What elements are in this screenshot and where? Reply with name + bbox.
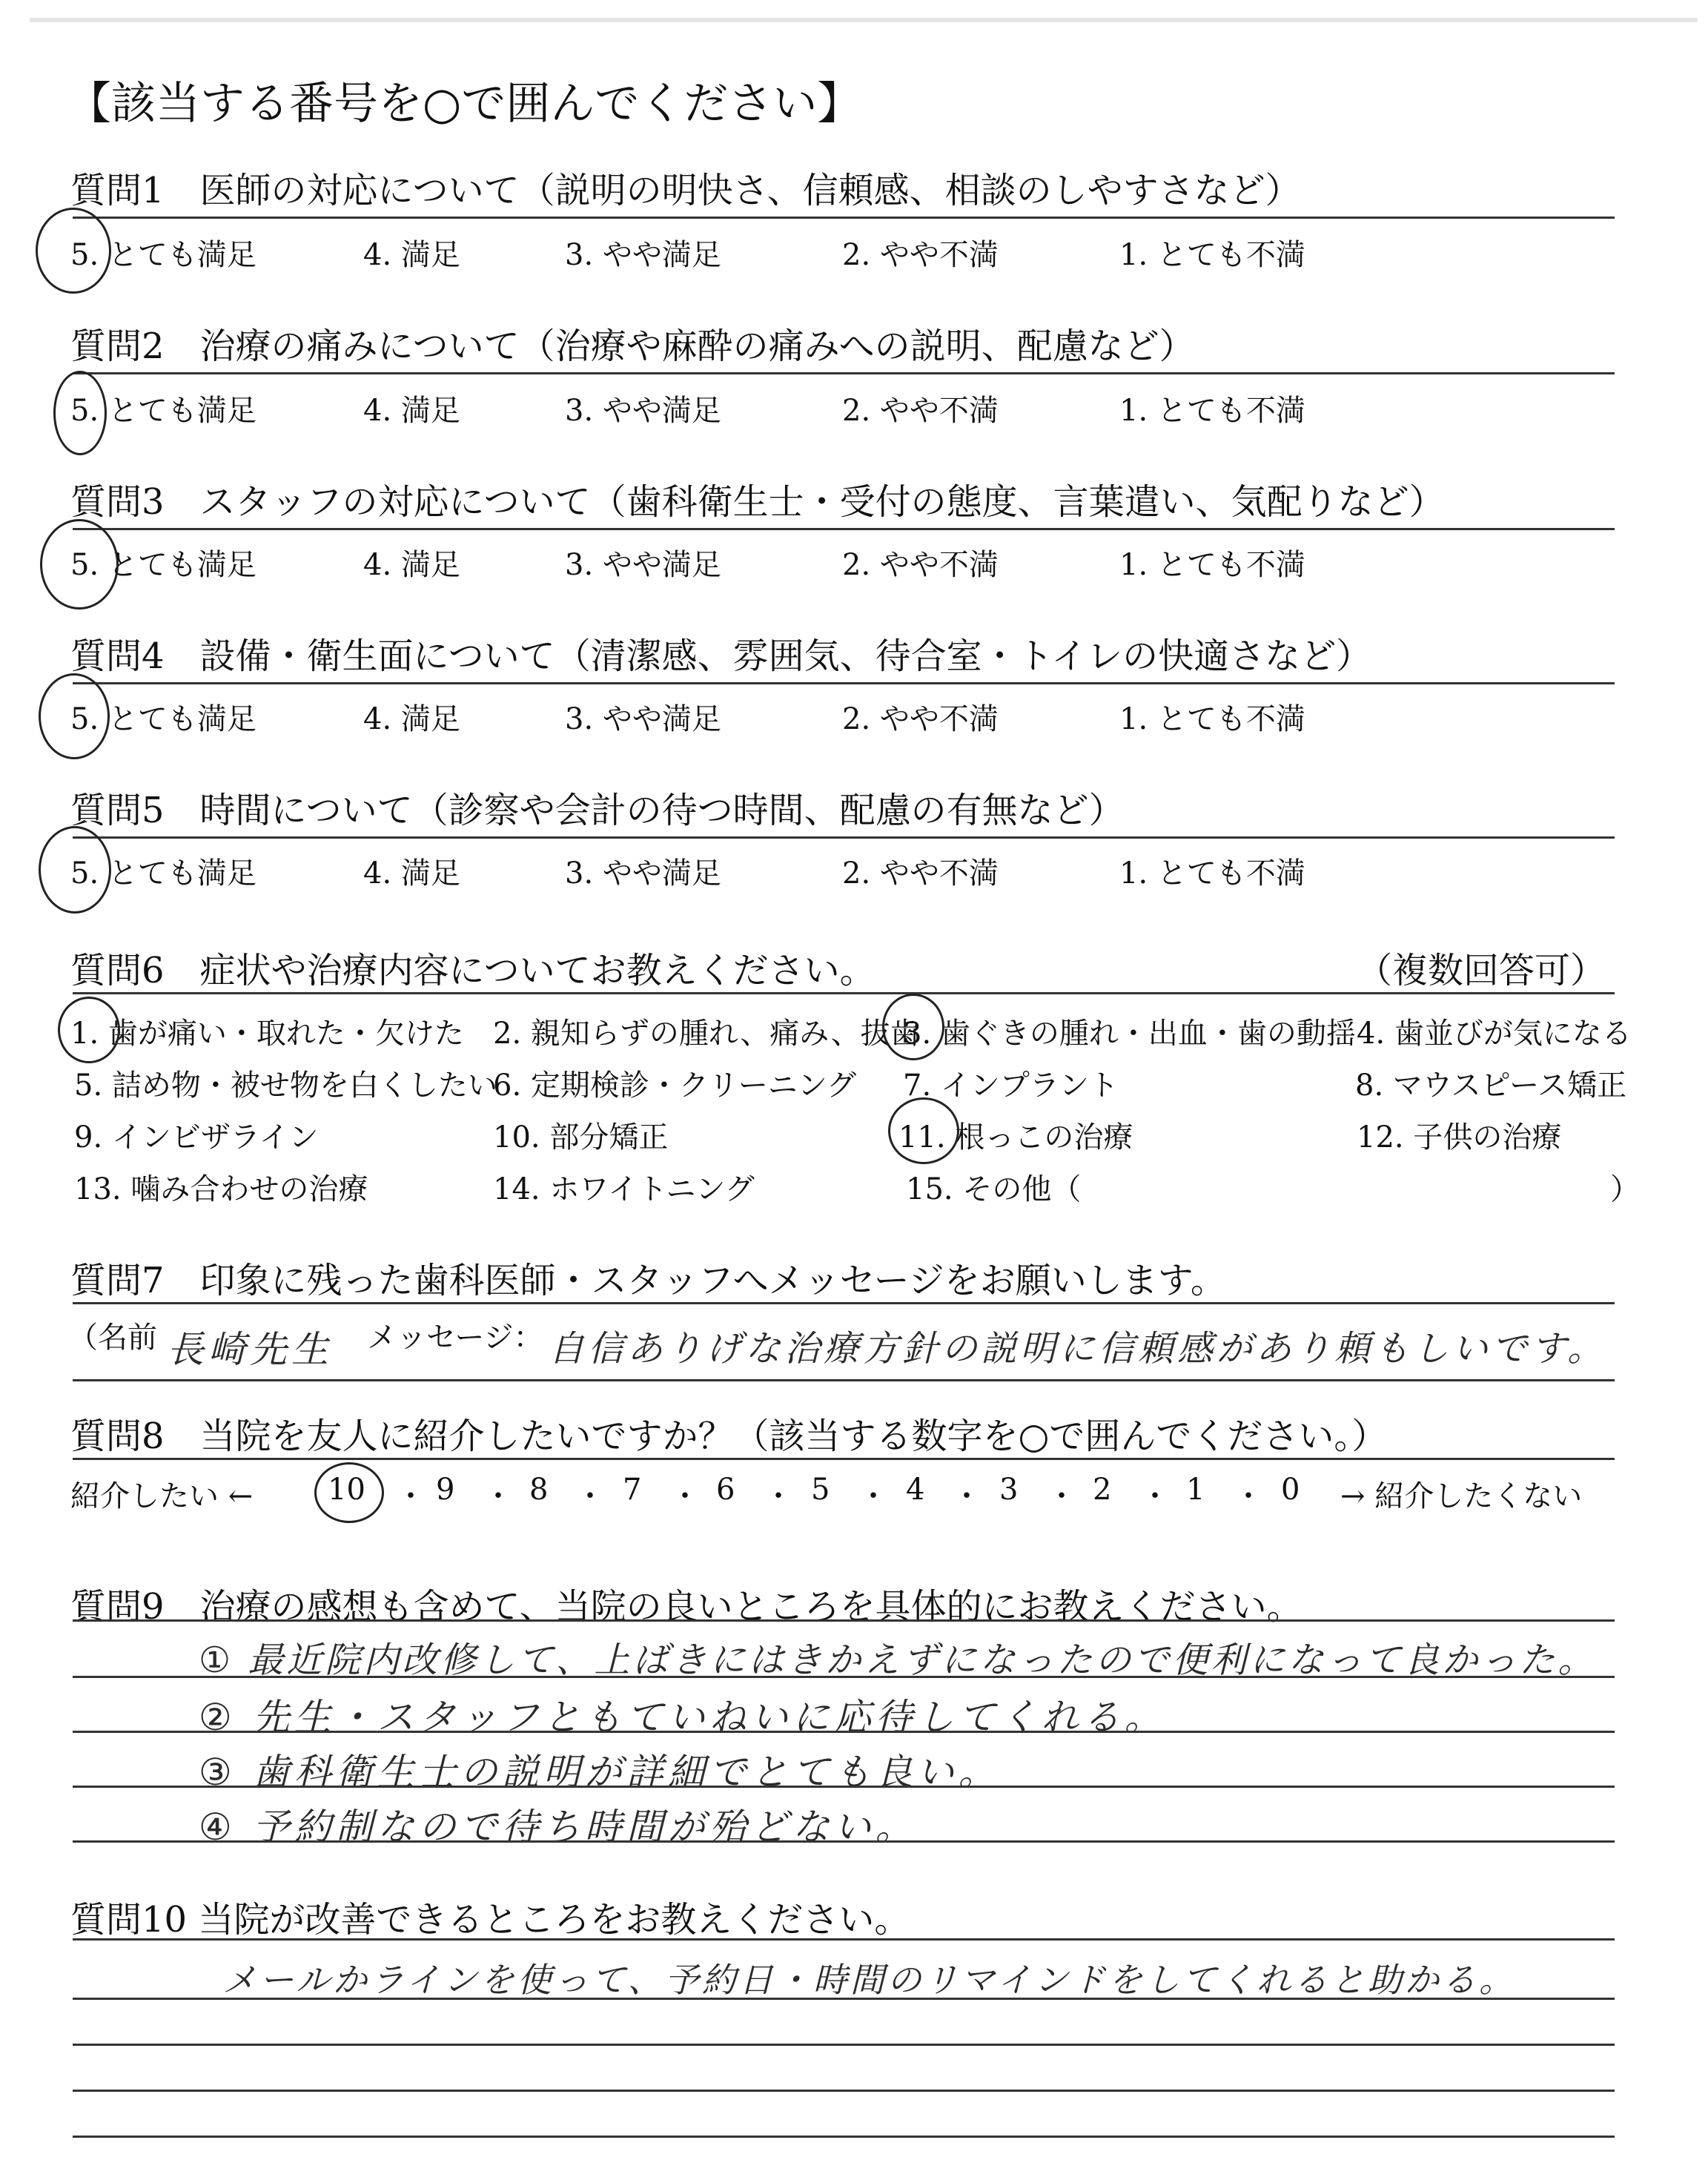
q8-num-7[interactable]: 7	[623, 1473, 642, 1507]
q2-opt-1[interactable]: 1. とても不満	[1119, 394, 1305, 428]
q8-num-4[interactable]: 4	[906, 1473, 925, 1507]
q4-opt-5[interactable]: 5. とても満足	[70, 702, 256, 736]
q3-selection-circle	[40, 519, 119, 610]
q8-dot: ・	[483, 1479, 513, 1513]
q10-title: 質問10 当院が改善できるところをお教えください。	[70, 1899, 910, 1941]
q8-num-10[interactable]: 10	[328, 1473, 365, 1507]
q3-opt-5[interactable]: 5. とても満足	[70, 548, 256, 582]
q8-num-8[interactable]: 8	[529, 1473, 549, 1507]
q8-num-3[interactable]: 3	[999, 1473, 1019, 1507]
q9-answer-1[interactable]: ① 最近院内改修して、上ばきにはきかえずになったので便利になって良かった。	[199, 1639, 1597, 1681]
q9-answer-4[interactable]: ④ 予約制なので待ち時間が殆どない。	[199, 1806, 917, 1849]
q1-opt-1[interactable]: 1. とても不満	[1119, 238, 1305, 272]
q8-num-9[interactable]: 9	[436, 1473, 455, 1507]
q6-item-10[interactable]: 10. 部分矯正	[493, 1120, 669, 1155]
q6-item-1[interactable]: 1. 歯が痛い・取れた・欠けた	[70, 1017, 464, 1051]
q9-answer-2[interactable]: ② 先生・スタッフともていねいに応待してくれる。	[199, 1696, 1166, 1739]
q2-opt-4[interactable]: 4. 満足	[363, 394, 460, 428]
q2-opt-5[interactable]: 5. とても満足	[70, 394, 256, 428]
q8-dot: ・	[952, 1479, 982, 1513]
q9-rule-3	[73, 1786, 1615, 1788]
q1-selection-circle	[36, 208, 111, 294]
q3-rule	[73, 528, 1615, 530]
q1-title: 質問1 医師の対応について（説明の明快さ、信頼感、相談のしやすさなど）	[70, 170, 1301, 211]
scan-edge	[30, 18, 1698, 22]
q8-left-label: 紹介したい ←	[70, 1479, 254, 1513]
q7-rule-bottom	[73, 1379, 1615, 1381]
q8-num-5[interactable]: 5	[811, 1473, 830, 1507]
q8-dot: ・	[396, 1479, 426, 1513]
q6-circle-item-3	[882, 994, 944, 1060]
q8-num-2[interactable]: 2	[1093, 1473, 1112, 1507]
q2-rule	[73, 372, 1615, 374]
q6-item-6[interactable]: 6. 定期検診・クリーニング	[493, 1069, 857, 1103]
q3-opt-1[interactable]: 1. とても不満	[1119, 548, 1305, 582]
q6-item-5[interactable]: 5. 詰め物・被せ物を白くしたい	[74, 1069, 497, 1103]
q1-opt-4[interactable]: 4. 満足	[363, 238, 460, 272]
q6-note: （複数回答可）	[1357, 950, 1606, 991]
q6-item-15[interactable]: 15. その他（	[906, 1172, 1082, 1206]
q6-item-7[interactable]: 7. インプラント	[903, 1069, 1119, 1103]
q6-item-12[interactable]: 12. 子供の治療	[1357, 1120, 1562, 1155]
q8-num-1[interactable]: 1	[1186, 1473, 1205, 1507]
q9-rule-2	[73, 1731, 1615, 1733]
q3-title: 質問3 スタッフの対応について（歯科衛生士・受付の態度、言葉遣い、気配りなど）	[70, 481, 1445, 523]
q2-selection-circle	[53, 371, 107, 455]
q6-item-14[interactable]: 14. ホワイトニング	[493, 1172, 755, 1206]
q4-title: 質問4 設備・衛生面について（清潔感、雰囲気、待合室・トイレの快適さなど）	[70, 635, 1372, 677]
q4-opt-3[interactable]: 3. やや満足	[565, 702, 721, 736]
q8-num-6[interactable]: 6	[716, 1473, 735, 1507]
q9-rule-4	[73, 1840, 1615, 1843]
q7-name-value[interactable]: 長崎先生	[167, 1328, 333, 1371]
q4-opt-1[interactable]: 1. とても不満	[1119, 702, 1305, 736]
q3-opt-3[interactable]: 3. やや満足	[565, 548, 721, 582]
q8-dot: ・	[764, 1479, 793, 1513]
q8-dot: ・	[858, 1479, 888, 1513]
q3-opt-4[interactable]: 4. 満足	[363, 548, 460, 582]
q8-rule	[73, 1458, 1615, 1460]
q10-rule-2	[73, 2044, 1615, 2046]
q5-opt-5[interactable]: 5. とても満足	[70, 856, 256, 891]
q4-rule	[73, 682, 1615, 684]
q10-rule-0	[73, 1938, 1615, 1941]
q6-item-13[interactable]: 13. 噛み合わせの治療	[74, 1172, 368, 1206]
page-heading: 【該当する番号を○で囲んでください】	[67, 78, 862, 130]
q1-opt-5[interactable]: 5. とても満足	[70, 238, 256, 272]
q10-rule-1	[73, 1998, 1615, 2000]
q6-item-2[interactable]: 2. 親知らずの腫れ、痛み、抜歯	[493, 1017, 920, 1051]
q5-opt-2[interactable]: 2. やや不満	[842, 856, 999, 891]
q7-message-value[interactable]: 自信ありげな治療方針の説明に信頼感があり頼もしいです。	[549, 1328, 1607, 1370]
q7-rule-top	[73, 1302, 1615, 1304]
q5-opt-3[interactable]: 3. やや満足	[565, 856, 721, 891]
q9-rule-1	[73, 1676, 1615, 1678]
q2-title: 質問2 治療の痛みについて（治療や麻酔の痛みへの説明、配慮など）	[70, 326, 1195, 367]
q8-dot: ・	[1047, 1479, 1076, 1513]
q6-item-9[interactable]: 9. インビザライン	[74, 1120, 319, 1155]
q5-selection-circle	[39, 826, 111, 914]
q4-opt-4[interactable]: 4. 満足	[363, 702, 460, 736]
q8-title: 質問8 当院を友人に紹介したいですか？（該当する数字を○で囲んでください。）	[70, 1416, 1388, 1457]
q8-dot: ・	[1140, 1479, 1170, 1513]
q6-item-8[interactable]: 8. マウスピース矯正	[1355, 1069, 1627, 1103]
q6-item-3[interactable]: 3. 歯ぐきの腫れ・出血・歯の動揺	[903, 1017, 1356, 1051]
q7-title: 質問7 印象に残った歯科医師・スタッフへメッセージをお願いします。	[70, 1260, 1226, 1301]
q8-right-label: → 紹介したくない	[1340, 1479, 1583, 1513]
q6-item-11[interactable]: 11. 根っこの治療	[898, 1120, 1133, 1155]
q4-opt-2[interactable]: 2. やや不満	[842, 702, 999, 736]
q8-num-0[interactable]: 0	[1281, 1473, 1300, 1507]
q5-opt-1[interactable]: 1. とても不満	[1119, 856, 1305, 891]
q1-opt-2[interactable]: 2. やや不満	[842, 238, 999, 272]
q7-message-label: メッセージ：	[367, 1321, 543, 1355]
q8-dot: ・	[575, 1479, 605, 1513]
q8-selection-circle	[314, 1462, 384, 1523]
q6-circle-item-11	[888, 1097, 959, 1164]
q2-opt-3[interactable]: 3. やや満足	[565, 394, 721, 428]
q3-opt-2[interactable]: 2. やや不満	[842, 548, 999, 582]
q6-rule	[73, 992, 1615, 994]
q7-name-label: （名前	[68, 1321, 157, 1355]
q5-rule	[73, 836, 1615, 839]
q9-answer-3[interactable]: ③ 歯科衛生士の説明が詳細でとても良い。	[199, 1751, 1000, 1794]
q10-answer[interactable]: メールかラインを使って、予約日・時間のリマインドをしてくれると助かる。	[222, 1960, 1516, 2000]
q8-dot: ・	[670, 1479, 700, 1513]
q8-dot: ・	[1234, 1479, 1263, 1513]
q1-opt-3[interactable]: 3. やや満足	[565, 238, 721, 272]
q9-title: 質問9 治療の感想も含めて、当院の良いところを具体的にお教えください。	[70, 1586, 1302, 1628]
q2-opt-2[interactable]: 2. やや不満	[842, 394, 999, 428]
q6-item-15-close: ）	[1610, 1172, 1640, 1206]
q6-item-4[interactable]: 4. 歯並びが気になる	[1357, 1017, 1632, 1051]
q6-circle-item-1	[58, 997, 120, 1063]
q6-title: 質問6 症状や治療内容についてお教えください。	[70, 950, 875, 991]
q10-rule-3	[73, 2090, 1615, 2092]
q1-rule	[73, 217, 1615, 219]
q5-title: 質問5 時間について（診察や会計の待つ時間、配慮の有無など）	[70, 790, 1125, 831]
q5-opt-4[interactable]: 4. 満足	[363, 856, 460, 891]
q9-rule-0	[73, 1619, 1615, 1622]
q4-selection-circle	[39, 673, 110, 759]
q10-rule-4	[73, 2136, 1615, 2138]
